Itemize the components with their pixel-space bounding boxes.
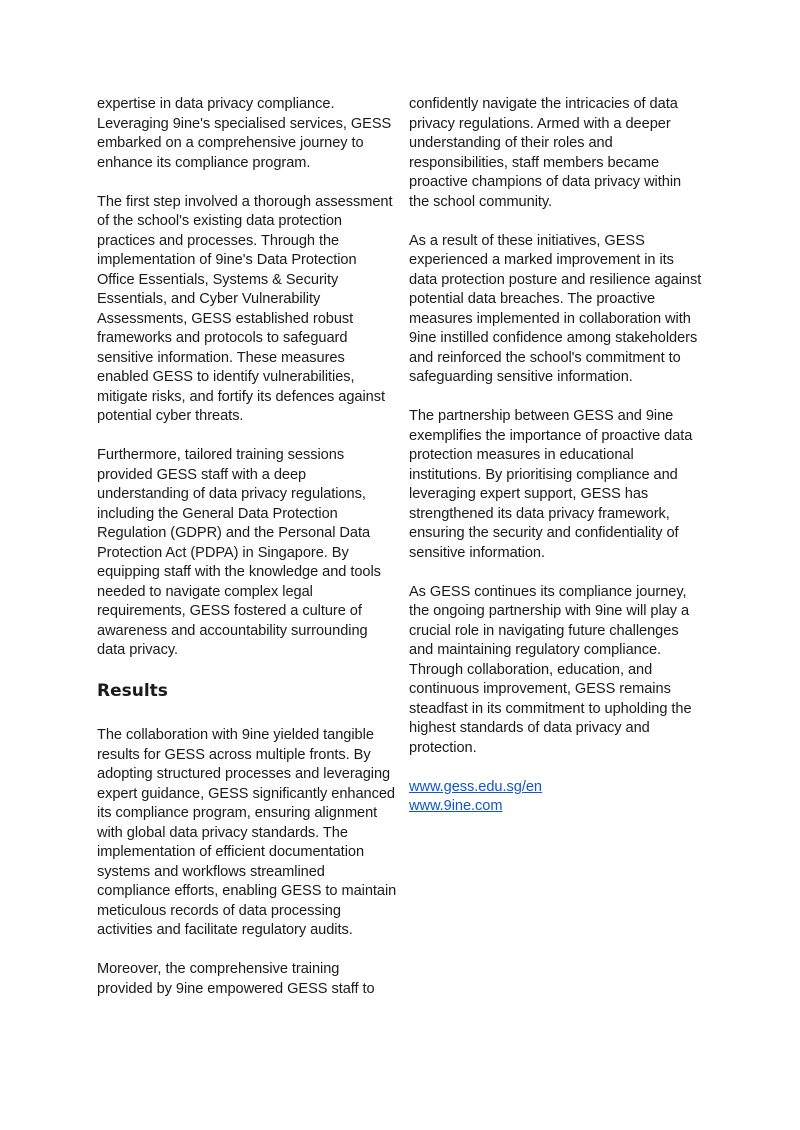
paragraph-moreover: Moreover, the comprehensive training provided by 9ine empowered GESS staff to [97,961,375,997]
paragraph-journey: As GESS continues its compliance journey, the ongoing partnership with 9ine will play a crucial role in navigating future challenges and maintaining regulatory compliance. Through collaboration, education, and continuous improvement, GESS remains steadfast in its commitment to upholding the highest standards of data privacy and protection. [409,583,692,756]
paragraph-training: Furthermore, tailored training sessions provided GESS staff with a deep understanding of data privacy regulations, including the General Data Protection Regulation (GDPR) and the Personal Data Protection Act (PDPA) in Singapore. By equipping staff with the knowledge and tools needed to navigate complex legal requirements, GESS fostered a culture of awareness and accountability surrounding data privacy. [97,447,381,658]
paragraph-confidently: confidently navigate the intricacies of data privacy regulations. Armed with a deeper understanding of their roles and responsibilities, staff members became proactive champions of data privacy within the school community. [409,96,682,210]
paragraph-results: The collaboration with 9ine yielded tangible results for GESS across multiple fronts. By adopting structured processes and leveraging expert guidance, GESS significantly enhanced its compliance program, ensuring alignment with global data privacy standards. The implementation of efficient documentation systems and workflows streamlined compliance efforts, enabling GESS to maintain meticulous records of data processing activities and facilitate regulatory audits. [97,727,397,938]
results-heading: Results [97,681,168,701]
right-column [409,95,705,817]
link-gess[interactable]: www.gess.edu.sg/en [409,778,542,795]
paragraph-expertise: expertise in data privacy compliance. Leveraging 9ine's specialised services, GESS embarked on a comprehensive journey to enhance its compliance program. [97,96,392,171]
left-column [97,95,397,1019]
paragraph-initiatives: As a result of these initiatives, GESS experienced a marked improvement in its data protection posture and resilience against potential data breaches. The proactive measures implemented in collaboration with 9ine instilled confidence among stakeholders and reinforced the school's commitment to safeguarding sensitive information. [409,232,702,385]
links-block [409,778,705,817]
link-9ine[interactable]: www.9ine.com [409,798,503,814]
paragraph-partnership: The partnership between GESS and 9ine exemplifies the importance of proactive data protection measures in educational institutions. By prioritising compliance and leveraging expert support, GESS has strengthened its data privacy framework, ensuring the security and confidentiality of sensitive information. [409,408,693,561]
paragraph-first-step: The first step involved a thorough assessment of the school's existing data protection practices and processes. Through the implementation of 9ine's Data Protection Office Essentials, Systems & Security Essentials, and Cyber Vulnerability Assessments, GESS established robust frameworks and protocols to safeguard sensitive information. These measures enabled GESS to identify vulnerabilities, mitigate risks, and fortify its defences against potential cyber threats. [97,193,393,424]
